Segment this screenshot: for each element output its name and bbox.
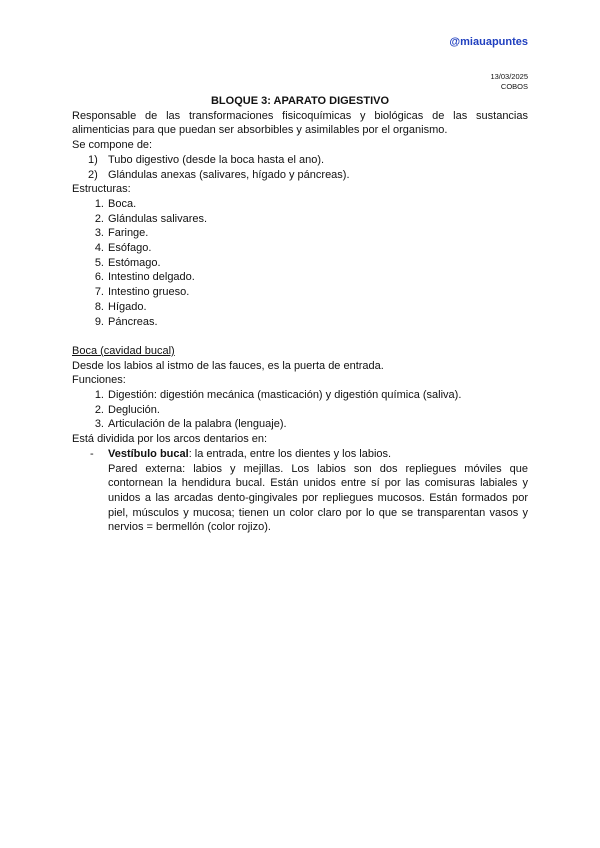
document-body <box>72 94 528 535</box>
estructuras-label: Estructuras: <box>72 183 131 196</box>
list-item: 7. Intestino grueso. <box>94 286 190 299</box>
list-item: 4. Esófago. <box>94 242 152 255</box>
document-meta <box>490 72 528 92</box>
list-item <box>72 447 528 535</box>
intro-paragraph: Responsable de las transformaciones fisicoquímicas y biológicas de las sustancias alimenticias para que puedan ser absorbibles y asimilables por el organismo. <box>72 109 528 137</box>
list-item: 2. Glándulas salivares. <box>94 212 208 225</box>
division-list <box>72 447 528 535</box>
list-item: 1. Digestión: digestión mecánica (masticación) y digestión química (saliva). <box>94 389 462 402</box>
document-title: BLOQUE 3: APARATO DIGESTIVO <box>210 95 390 107</box>
document-date: 13/03/2025 <box>490 72 528 81</box>
list-item: 2) Glándulas anexas (salivares, hígado y páncreas). <box>88 168 350 181</box>
author-handle: @miauapuntes <box>449 36 528 48</box>
vestibulo-term: Vestíbulo bucal <box>108 447 189 460</box>
list-item: 6. Intestino delgado. <box>94 271 195 284</box>
estructuras-list <box>72 197 528 329</box>
list-item: 2. Deglución. <box>94 403 160 416</box>
boca-description: Desde los labios al istmo de las fauces, es la puerta de entrada. <box>72 359 384 372</box>
list-item: 1. Boca. <box>94 197 137 210</box>
boca-heading: Boca (cavidad bucal) <box>72 344 175 357</box>
spacer <box>72 329 528 344</box>
list-item: 1) Tubo digestivo (desde la boca hasta el ano). <box>88 153 325 166</box>
list-item: 9. Páncreas. <box>94 315 158 328</box>
compone-label: Se compone de: <box>72 139 153 152</box>
list-item: 5. Estómago. <box>94 256 161 269</box>
vestibulo-definition: : la entrada, entre los dientes y los labios. <box>188 447 392 460</box>
list-item: 3. Articulación de la palabra (lenguaje). <box>94 418 287 431</box>
compone-list <box>72 153 528 182</box>
funciones-label: Funciones: <box>72 374 126 387</box>
pared-externa-paragraph: Pared externa: labios y mejillas. Los labios son dos repliegues móviles que contornean la hendidura bucal. Están unidos entre sí por las comisuras labiales y unidos a las arcadas dento-gingivales por repliegues mucosos. Están formados por piel, músculos y mucosa; tienen un color claro por lo que se transparentan vasos y nervios = bermellón (color rojizo). <box>108 462 528 534</box>
division-label: Está dividida por los arcos dentarios en: <box>72 433 268 446</box>
list-item: 3. Faringe. <box>94 227 149 240</box>
funciones-list <box>72 388 528 432</box>
document-author: COBOS <box>500 82 528 91</box>
list-item: 8. Hígado. <box>94 300 147 313</box>
dash-bullet: - <box>90 447 94 460</box>
